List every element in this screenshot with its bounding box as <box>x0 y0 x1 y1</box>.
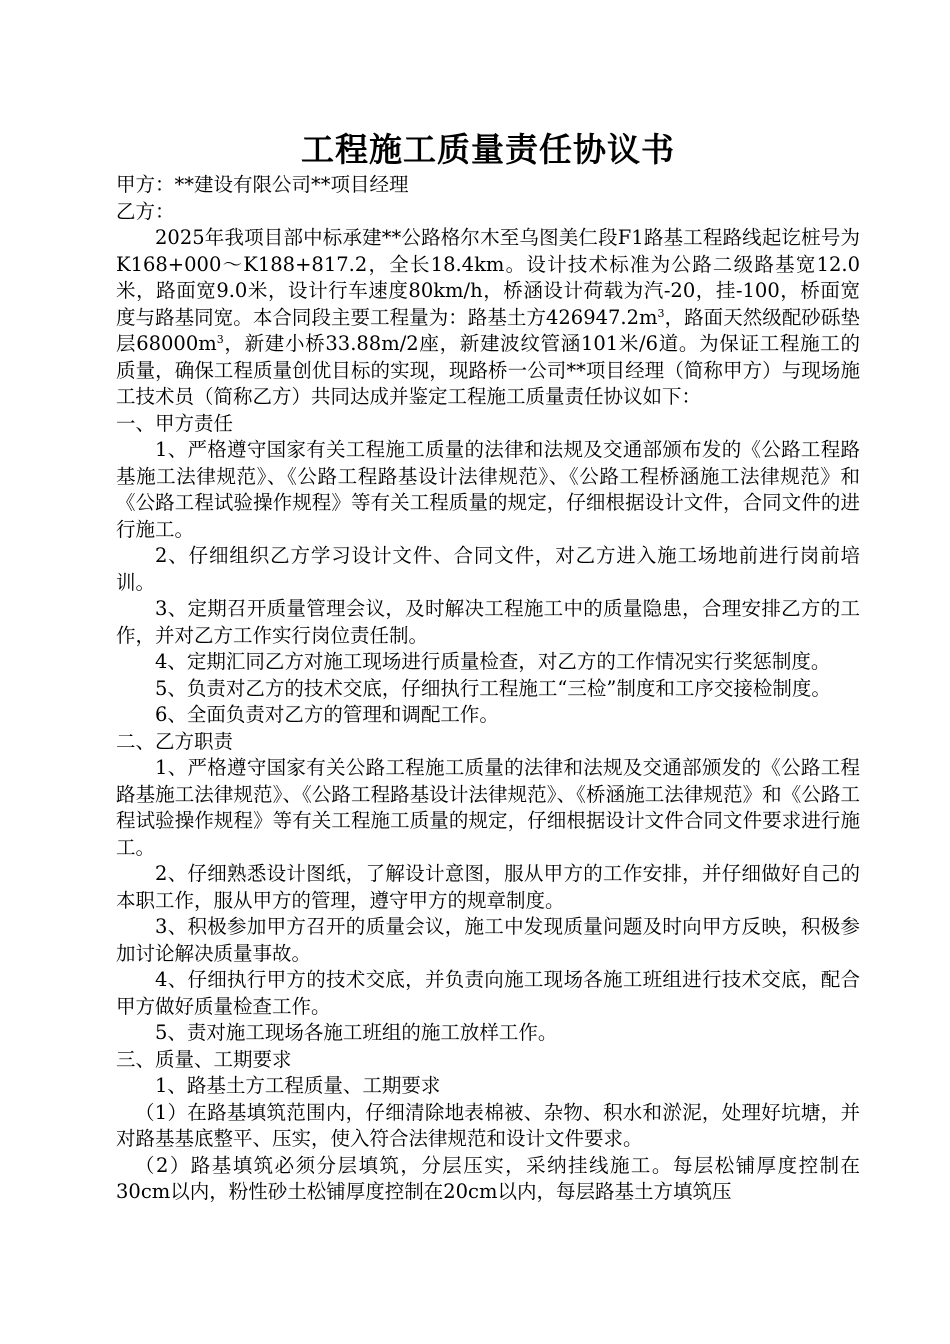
section-item: 5、负责对乙方的技术交底，仔细执行工程施工“三检”制度和工序交接检制度。 <box>155 676 831 700</box>
section-item: （1）在路基填筑范围内，仔细清除地表棉被、杂物、积水和淤泥，处理好坑塘，并对路基基底整平、压实，使入符合法律规范和设计文件要求。 <box>116 1100 860 1150</box>
section-item: （2）路基填筑必须分层填筑，分层压实，采纳挂线施工。每层松铺厚度控制在30cm以内，粉性砂土松铺厚度控制在20cm以内，每层路基土方填筑压 <box>116 1153 860 1203</box>
party-b-line: 乙方： <box>116 199 175 223</box>
document-page <box>116 128 860 1206</box>
section-item: 6、全面负责对乙方的管理和调配工作。 <box>155 703 499 726</box>
subsection-heading: 1、路基土方工程质量、工期要求 <box>155 1074 441 1097</box>
intro-paragraph <box>116 225 860 411</box>
section-item: 4、定期汇同乙方对施工现场进行质量检查，对乙方的工作情况实行奖惩制度。 <box>155 650 831 673</box>
section-item: 5、责对施工现场各施工班组的施工放样工作。 <box>155 1021 558 1044</box>
party-a-line: 甲方：**建设有限公司**项目经理 <box>116 173 409 196</box>
page-title: 工程施工质量责任协议书 <box>301 130 675 169</box>
section-item: 3、积极参加甲方召开的质量会议，施工中发现质量问题及时向甲方反映，积极参加讨论解决质量事故。 <box>116 915 860 965</box>
section-item: 2、仔细熟悉设计图纸，了解设计意图，服从甲方的工作安排，并仔细做好自己的本职工作，服从甲方的管理，遵守甲方的规章制度。 <box>116 862 860 912</box>
section-item: 1、严格遵守国家有关工程施工质量的法律和法规及交通部颁布发的《公路工程路基施工法律规范》、《公路工程路基设计法律规范》、《公路工程桥涵施工法律规范》和《公路工程试验操作规程》等有关工程质量的规定，仔细根据设计文件，合同文件的进行施工。 <box>116 438 860 541</box>
superscript-3: 3 <box>657 306 665 320</box>
section-item: 1、严格遵守国家有关公路工程施工质量的法律和法规及交通部颁发的《公路工程路基施工法律规范》、《公路工程路基设计法律规范》、《桥涵施工法律规范》和《公路工程试验操作规程》等有关工程施工质量的规定，仔细根据设计文件合同文件要求进行施工。 <box>116 756 860 859</box>
section-item: 3、定期召开质量管理会议，及时解决工程施工中的质量隐患，合理安排乙方的工作，并对乙方工作实行岗位责任制。 <box>116 597 860 647</box>
section-heading: 二、乙方职责 <box>116 729 234 753</box>
section-heading: 一、甲方责任 <box>116 411 234 435</box>
section-item: 2、仔细组织乙方学习设计文件、合同文件，对乙方进入施工场地前进行岗前培训。 <box>116 544 860 594</box>
intro-text-1: 2025年我项目部中标承建**公路格尔木至乌图美仁段F1路基工程路线起讫桩号为K168+000～K188+817.2，全长18.4km。设计技术标准为公路二级路基宽12.0米，路面宽9.0米，设计行车速度80km/h，桥涵设计荷载为汽-20，挂-100，桥面宽度与路基同宽。本合同段主要工程量为：路基土方426947.2m <box>116 226 860 329</box>
section-heading: 三、质量、工期要求 <box>116 1047 292 1071</box>
section-item: 4、仔细执行甲方的技术交底，并负责向施工现场各施工班组进行技术交底，配合甲方做好质量检查工作。 <box>116 968 860 1018</box>
intro-text-3: ，新建小桥33.88m/2座，新建波纹管涵101米/6道。为保证工程施工的质量，确保工程质量创优目标的实现，现路桥一公司**项目经理（简称甲方）与现场施工技术员（简称乙方）共同达成并鉴定工程施工质量责任协议如下： <box>116 332 860 408</box>
superscript-3: 3 <box>216 333 224 346</box>
intro-text-2: ，路面天然级配砂砾垫层68000m <box>116 305 860 355</box>
